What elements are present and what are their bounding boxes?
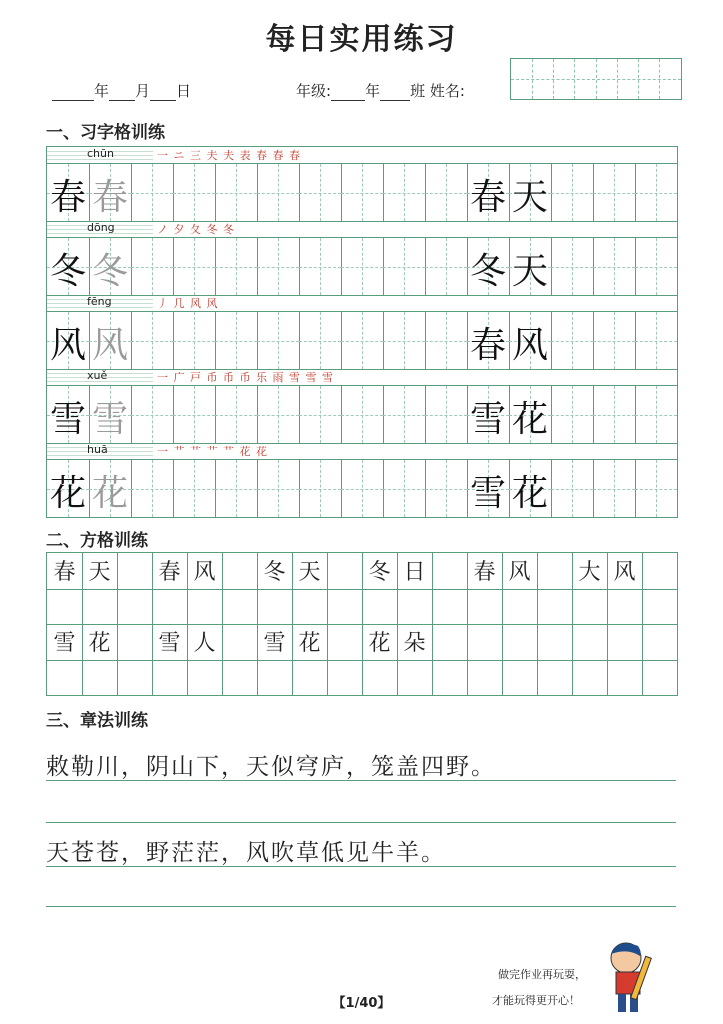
stroke-order: 一 艹 艹 艹 艹 花 花	[157, 445, 268, 458]
square-cell[interactable]	[117, 589, 153, 626]
date-fields: 年 月 日	[52, 80, 191, 101]
pinyin-band	[47, 147, 677, 164]
practice-cell[interactable]	[173, 386, 216, 443]
verse-line-1: 敕勒川，阴山下，天似穹庐，笼盖四野。	[46, 754, 496, 780]
square-cell[interactable]	[117, 660, 153, 696]
practice-cell[interactable]	[215, 386, 258, 443]
square-cell[interactable]	[537, 589, 573, 626]
practice-cell[interactable]	[467, 460, 510, 517]
square-cell[interactable]	[362, 553, 398, 590]
square-cell[interactable]	[397, 589, 433, 626]
practice-cell[interactable]	[593, 164, 636, 221]
square-cell[interactable]	[292, 589, 328, 626]
practice-cell[interactable]	[173, 460, 216, 517]
square-cell[interactable]	[222, 660, 258, 696]
practice-cell[interactable]	[47, 386, 90, 443]
writing-line	[46, 822, 676, 823]
character-practice-grid	[46, 146, 678, 518]
square-cell[interactable]	[607, 624, 643, 661]
square-cell[interactable]	[362, 660, 398, 696]
square-cell[interactable]	[117, 553, 153, 590]
square-cell[interactable]	[537, 660, 573, 696]
square-cell[interactable]	[82, 589, 118, 626]
practice-cell[interactable]	[257, 460, 300, 517]
square-cell[interactable]	[152, 660, 188, 696]
practice-cell[interactable]	[131, 312, 174, 369]
square-cell[interactable]	[607, 589, 643, 626]
practice-cell[interactable]	[635, 386, 677, 443]
pinyin-band	[47, 295, 677, 312]
square-cell[interactable]	[467, 589, 503, 626]
practice-cell[interactable]	[425, 312, 468, 369]
square-cell[interactable]	[152, 553, 188, 590]
section-title-2: 二、方格训练	[46, 531, 148, 551]
square-cell[interactable]	[607, 660, 643, 696]
square-cell[interactable]	[432, 660, 468, 696]
practice-cell[interactable]	[131, 460, 174, 517]
practice-cell[interactable]	[257, 312, 300, 369]
square-cell[interactable]	[292, 624, 328, 661]
square-cell[interactable]	[117, 624, 153, 661]
tracing-character: 冬	[91, 251, 128, 292]
word-character: 春	[473, 560, 496, 585]
square-cell[interactable]	[432, 589, 468, 626]
word-character: 雪	[263, 631, 286, 656]
practice-cell[interactable]	[635, 238, 677, 295]
stroke-order: ノ 夕 夂 冬 冬	[157, 223, 235, 236]
practice-cell[interactable]	[551, 312, 594, 369]
practice-cell[interactable]	[215, 238, 258, 295]
square-cell[interactable]	[327, 553, 363, 590]
model-character: 雪	[469, 473, 506, 514]
practice-cell[interactable]	[509, 238, 552, 295]
practice-cell[interactable]	[131, 386, 174, 443]
practice-cell[interactable]	[635, 164, 677, 221]
model-character: 天	[511, 251, 548, 292]
word-character: 天	[298, 560, 321, 585]
model-character: 雪	[49, 399, 86, 440]
practice-cell[interactable]	[509, 312, 552, 369]
square-cell[interactable]	[397, 624, 433, 661]
pinyin-band	[47, 443, 677, 460]
pinyin-label: fēng	[87, 295, 112, 308]
practice-cell[interactable]	[341, 238, 384, 295]
word-character: 风	[508, 560, 531, 585]
tracing-character: 风	[91, 325, 128, 366]
practice-cell[interactable]	[173, 238, 216, 295]
practice-cell[interactable]	[425, 460, 468, 517]
name-grid[interactable]	[510, 58, 682, 100]
square-cell[interactable]	[47, 553, 83, 590]
square-cell[interactable]	[467, 624, 503, 661]
practice-cell[interactable]	[47, 460, 90, 517]
square-cell[interactable]	[502, 553, 538, 590]
square-cell[interactable]	[327, 660, 363, 696]
model-character: 花	[511, 473, 548, 514]
practice-cell[interactable]	[509, 164, 552, 221]
word-character: 朵	[403, 631, 426, 656]
practice-row	[47, 443, 677, 517]
practice-cell[interactable]	[551, 460, 594, 517]
practice-cell[interactable]	[215, 312, 258, 369]
practice-cell[interactable]	[131, 238, 174, 295]
model-character: 雪	[469, 399, 506, 440]
word-character: 花	[368, 631, 391, 656]
practice-cell[interactable]	[89, 460, 132, 517]
motto-line-2: 才能玩得更开心！	[492, 994, 580, 1007]
practice-cell[interactable]	[425, 164, 468, 221]
square-cell[interactable]	[152, 589, 188, 626]
square-cell[interactable]	[397, 660, 433, 696]
practice-cell[interactable]	[299, 312, 342, 369]
square-cell[interactable]	[572, 624, 608, 661]
practice-cell[interactable]	[635, 312, 677, 369]
practice-cell[interactable]	[509, 386, 552, 443]
practice-row	[47, 147, 677, 221]
pinyin-label: xuě	[87, 369, 108, 382]
practice-cell[interactable]	[635, 460, 677, 517]
word-character: 春	[158, 560, 181, 585]
model-character: 风	[49, 325, 86, 366]
square-cell[interactable]	[187, 553, 223, 590]
square-cell[interactable]	[642, 589, 677, 626]
square-cell[interactable]	[607, 553, 643, 590]
square-cell[interactable]	[502, 624, 538, 661]
practice-cell[interactable]	[383, 238, 426, 295]
pinyin-band	[47, 369, 677, 386]
practice-row	[47, 221, 677, 295]
stroke-order: 一 广 戸 币 币 币 乐 雨 雪 雪 雪	[157, 371, 334, 384]
practice-cell[interactable]	[89, 238, 132, 295]
practice-cell[interactable]	[299, 460, 342, 517]
page-title: 每日实用练习	[265, 22, 458, 57]
writing-line	[46, 906, 676, 907]
pinyin-label: chūn	[87, 147, 114, 160]
practice-cell[interactable]	[509, 460, 552, 517]
practice-cell[interactable]	[551, 164, 594, 221]
practice-cell[interactable]	[341, 312, 384, 369]
word-character: 冬	[368, 560, 391, 585]
practice-cell[interactable]	[299, 386, 342, 443]
writing-line	[46, 866, 676, 867]
practice-cell[interactable]	[383, 312, 426, 369]
word-character: 日	[403, 560, 426, 585]
model-character: 冬	[49, 251, 86, 292]
practice-cell[interactable]	[173, 312, 216, 369]
practice-cell[interactable]	[425, 386, 468, 443]
model-character: 春	[49, 177, 86, 218]
square-cell[interactable]	[362, 589, 398, 626]
practice-cell[interactable]	[425, 238, 468, 295]
word-character: 春	[53, 560, 76, 585]
tracing-character: 花	[91, 473, 128, 514]
practice-cell[interactable]	[593, 460, 636, 517]
model-character: 冬	[469, 251, 506, 292]
square-cell[interactable]	[362, 624, 398, 661]
square-cell[interactable]	[222, 589, 258, 626]
practice-cell[interactable]	[341, 386, 384, 443]
practice-cell[interactable]	[89, 386, 132, 443]
word-character: 大	[578, 560, 601, 585]
section-title-1: 一、习字格训练	[46, 123, 165, 143]
word-character: 雪	[158, 631, 181, 656]
model-character: 春	[469, 325, 506, 366]
word-character: 雪	[53, 631, 76, 656]
practice-cell[interactable]	[89, 164, 132, 221]
pinyin-label: dōng	[87, 221, 115, 234]
square-cell[interactable]	[327, 589, 363, 626]
word-character: 花	[298, 631, 321, 656]
practice-row	[47, 295, 677, 369]
practice-cell[interactable]	[89, 312, 132, 369]
square-cell[interactable]	[467, 660, 503, 696]
square-cell[interactable]	[502, 589, 538, 626]
practice-cell[interactable]	[467, 164, 510, 221]
practice-cell[interactable]	[593, 312, 636, 369]
class-fields: 年级: 年 班 姓名:	[296, 82, 465, 100]
square-cell[interactable]	[432, 624, 468, 661]
square-cell[interactable]	[257, 589, 293, 626]
model-character: 春	[469, 177, 506, 218]
square-cell[interactable]	[642, 660, 677, 696]
practice-cell[interactable]	[299, 238, 342, 295]
square-cell[interactable]	[292, 660, 328, 696]
tracing-character: 雪	[91, 399, 128, 440]
square-cell[interactable]	[257, 624, 293, 661]
practice-cell[interactable]	[383, 164, 426, 221]
model-character: 风	[511, 325, 548, 366]
square-cell[interactable]	[537, 553, 573, 590]
square-cell[interactable]	[187, 660, 223, 696]
word-practice-grid	[46, 552, 678, 696]
practice-cell[interactable]	[383, 460, 426, 517]
square-cell[interactable]	[537, 624, 573, 661]
page-number: 【1/40】	[332, 996, 391, 1011]
stroke-order: 丿 几 风 风	[157, 297, 219, 310]
practice-cell[interactable]	[551, 238, 594, 295]
square-cell[interactable]	[257, 660, 293, 696]
square-cell[interactable]	[572, 553, 608, 590]
writing-line	[46, 780, 676, 781]
practice-cell[interactable]	[299, 164, 342, 221]
square-cell[interactable]	[502, 660, 538, 696]
practice-cell[interactable]	[341, 460, 384, 517]
square-cell[interactable]	[467, 553, 503, 590]
verse-line-2: 天苍苍，野茫茫，风吹草低见牛羊。	[46, 840, 446, 866]
square-cell[interactable]	[82, 624, 118, 661]
square-cell[interactable]	[642, 553, 677, 590]
model-character: 天	[511, 177, 548, 218]
practice-cell[interactable]	[341, 164, 384, 221]
practice-cell[interactable]	[173, 164, 216, 221]
practice-cell[interactable]	[215, 164, 258, 221]
square-cell[interactable]	[187, 624, 223, 661]
practice-cell[interactable]	[215, 460, 258, 517]
square-cell[interactable]	[47, 624, 83, 661]
square-cell[interactable]	[152, 624, 188, 661]
square-cell[interactable]	[47, 589, 83, 626]
practice-cell[interactable]	[593, 386, 636, 443]
word-character: 人	[193, 631, 216, 656]
model-character: 花	[511, 399, 548, 440]
practice-cell[interactable]	[467, 238, 510, 295]
pinyin-band	[47, 221, 677, 238]
model-character: 花	[49, 473, 86, 514]
practice-row	[47, 369, 677, 443]
pinyin-label: huā	[87, 443, 108, 456]
word-character: 花	[88, 631, 111, 656]
motto-line-1: 做完作业再玩耍，	[498, 968, 586, 981]
word-character: 冬	[263, 560, 286, 585]
square-cell[interactable]	[222, 624, 258, 661]
square-cell[interactable]	[187, 589, 223, 626]
square-cell[interactable]	[292, 553, 328, 590]
square-cell[interactable]	[432, 553, 468, 590]
word-character: 天	[88, 560, 111, 585]
square-cell[interactable]	[327, 624, 363, 661]
square-cell[interactable]	[257, 553, 293, 590]
square-cell[interactable]	[82, 553, 118, 590]
tracing-character: 春	[91, 177, 128, 218]
square-cell[interactable]	[222, 553, 258, 590]
square-cell[interactable]	[82, 660, 118, 696]
practice-cell[interactable]	[47, 164, 90, 221]
practice-cell[interactable]	[551, 386, 594, 443]
practice-cell[interactable]	[257, 238, 300, 295]
stroke-order: 一 ニ 三 夫 夫 表 春 春 春	[157, 149, 301, 162]
practice-cell[interactable]	[467, 386, 510, 443]
practice-cell[interactable]	[257, 164, 300, 221]
practice-cell[interactable]	[593, 238, 636, 295]
word-character: 风	[193, 560, 216, 585]
practice-cell[interactable]	[467, 312, 510, 369]
square-cell[interactable]	[572, 660, 608, 696]
square-cell[interactable]	[572, 589, 608, 626]
word-character: 风	[613, 560, 636, 585]
section-title-3: 三、章法训练	[46, 711, 148, 731]
practice-cell[interactable]	[47, 238, 90, 295]
square-cell[interactable]	[47, 660, 83, 696]
practice-cell[interactable]	[47, 312, 90, 369]
practice-cell[interactable]	[131, 164, 174, 221]
square-cell[interactable]	[642, 624, 677, 661]
practice-cell[interactable]	[257, 386, 300, 443]
practice-cell[interactable]	[383, 386, 426, 443]
square-cell[interactable]	[397, 553, 433, 590]
